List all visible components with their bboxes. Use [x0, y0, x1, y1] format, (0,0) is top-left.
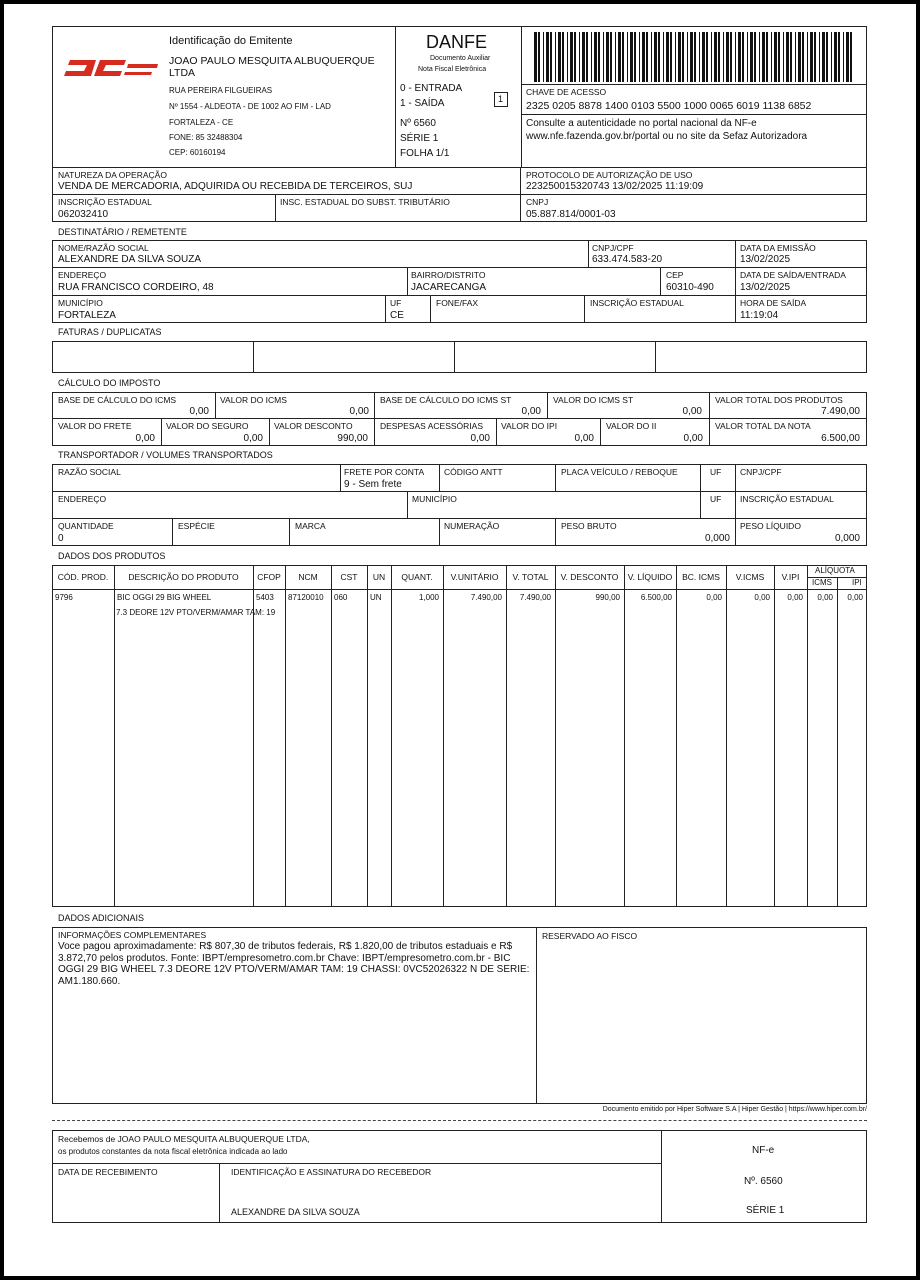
adicionais-section: DADOS ADICIONAIS [58, 913, 145, 923]
barcode-bar [579, 32, 580, 82]
transp-qtd: 0 [58, 533, 64, 544]
col-header: BC. ICMS [682, 572, 720, 582]
dest-ie-label: INSCRIÇÃO ESTADUAL [590, 298, 684, 308]
barcode-bar [795, 32, 796, 82]
barcode-bar [658, 32, 660, 82]
dest-cpf-label: CNPJ/CPF [592, 243, 634, 253]
col-header: UN [372, 572, 386, 582]
barcode-bar [831, 32, 832, 82]
v-icms: 0,00 [349, 406, 369, 417]
bc-icms: 0,00 [189, 406, 209, 417]
danfe-tipo: 1 [498, 94, 504, 104]
transp-pb: 0,000 [704, 533, 730, 544]
barcode-bar [750, 32, 753, 82]
table-cell: 0,00 [754, 593, 770, 602]
barcode-bar [610, 32, 612, 82]
barcode-bar [706, 32, 708, 82]
col-header: V. LÍQUIDO [627, 572, 673, 582]
barcode-bar [622, 32, 624, 82]
col-header: NCM [298, 572, 318, 582]
transp-frete-label: FRETE POR CONTA [344, 467, 425, 477]
bc-icms-label: BASE DE CÁLCULO DO ICMS [58, 395, 177, 405]
dest-bairro-label: BAIRRO/DISTRITO [411, 270, 486, 280]
nota: 6.500,00 [821, 433, 860, 444]
desp-label: DESPESAS ACESSÓRIAS [380, 421, 483, 431]
protocolo-value: 223250015320743 13/02/2025 11:19:09 [526, 181, 704, 192]
ipi-label: VALOR DO IPI [501, 421, 558, 431]
table-cell: 0,00 [787, 593, 803, 602]
transp-uf2-label: UF [710, 494, 722, 504]
barcode-bar [618, 32, 621, 82]
barcode-bar [774, 32, 777, 82]
barcode-bar [670, 32, 672, 82]
barcode-bar [718, 32, 720, 82]
transp-razao-label: RAZÃO SOCIAL [58, 467, 121, 477]
cut-line [52, 1120, 867, 1121]
barcode-bar [570, 32, 573, 82]
ie-value: 062032410 [58, 209, 109, 220]
barcode-bar [558, 32, 561, 82]
col-header: V. DESCONTO [560, 572, 619, 582]
table-cell: 990,00 [595, 593, 620, 602]
transp-esp-label: ESPÉCIE [178, 521, 215, 531]
aliq-ipi-header: IPI [852, 578, 862, 587]
barcode-bar [538, 32, 540, 82]
barcode-bar [642, 32, 645, 82]
danfe-title: DANFE [426, 32, 488, 52]
barcode-bar [555, 32, 556, 82]
desc-label: VALOR DESCONTO [274, 421, 353, 431]
emitente-title: Identificação do Emitente [169, 35, 293, 47]
barcode-bar [694, 32, 696, 82]
v-st-label: VALOR DO ICMS ST [553, 395, 634, 405]
footer-note: Documento emitido por Hiper Software S.A | Hiper Gestão | https://www.hiper.com.br/ [602, 1106, 867, 1113]
barcode-bar [807, 32, 808, 82]
fisco-box [536, 927, 867, 1104]
barcode-bar [699, 32, 700, 82]
danfe-numero: Nº 6560 [400, 118, 436, 129]
bc-st-label: BASE DE CÁLCULO DO ICMS ST [380, 395, 512, 405]
emitente-address1: RUA PEREIRA FILGUEIRAS [169, 86, 273, 95]
emitente-name: JOAO PAULO MESQUITA ALBUQUERQUE LTDA [169, 55, 375, 80]
danfe-saida: 1 - SAÍDA [400, 98, 445, 109]
barcode-bar [759, 32, 760, 82]
barcode-bar [567, 32, 568, 82]
transp-mun-label: MUNICÍPIO [412, 494, 457, 504]
barcode-bar [586, 32, 588, 82]
frete-label: VALOR DO FRETE [58, 421, 132, 431]
dest-municipio: FORTALEZA [58, 310, 116, 321]
danfe-document [4, 4, 916, 1276]
barcode-bar [723, 32, 724, 82]
barcode [534, 32, 856, 82]
col-header: V.ICMS [735, 572, 765, 582]
produtos-section: DADOS DOS PRODUTOS [58, 551, 166, 561]
transp-end-label: ENDEREÇO [58, 494, 107, 504]
table-cell: 7.490,00 [470, 593, 502, 602]
col-header: CFOP [257, 572, 281, 582]
dest-cpf: 633.474.583-20 [592, 254, 663, 265]
danfe-folha: FOLHA 1/1 [400, 148, 450, 159]
barcode-bar [630, 32, 633, 82]
col-header: V. TOTAL [512, 572, 549, 582]
barcode-bar [850, 32, 852, 82]
bc-st: 0,00 [521, 406, 541, 417]
danfe-entrada: 0 - ENTRADA [400, 83, 463, 94]
barcode-bar [810, 32, 813, 82]
table-cell: 7.490,00 [519, 593, 551, 602]
dest-municipio-label: MUNICÍPIO [58, 298, 103, 308]
v-prod-label: VALOR TOTAL DOS PRODUTOS [715, 395, 843, 405]
barcode-bar [678, 32, 681, 82]
barcode-bar [702, 32, 705, 82]
produto-descricao-2: 7.3 DEORE 12V PTO/VERM/AMAR TAM: 19 [116, 608, 276, 617]
ii: 0,00 [683, 433, 703, 444]
transp-ie-label: INSCRIÇÃO ESTADUAL [740, 494, 834, 504]
recibo-nfe: NF-e [752, 1145, 775, 1156]
barcode-bar [687, 32, 688, 82]
barcode-bar [778, 32, 780, 82]
barcode-bar [646, 32, 648, 82]
table-cell: 87120010 [288, 593, 324, 602]
barcode-bar [598, 32, 600, 82]
table-cell: 6.500,00 [640, 593, 672, 602]
barcode-bar [615, 32, 616, 82]
table-cell: BIC OGGI 29 BIG WHEEL [117, 593, 212, 602]
barcode-bar [675, 32, 676, 82]
aliquota-header: ALÍQUOTA [815, 566, 855, 575]
ii-label: VALOR DO II [606, 421, 657, 431]
faturas-box [52, 341, 867, 373]
barcode-bar [738, 32, 741, 82]
barcode-bar [822, 32, 825, 82]
barcode-bar [843, 32, 844, 82]
barcode-bar [651, 32, 652, 82]
emitente-address2: Nº 1554 - ALDEOTA - DE 1002 AO FIM - LAD [169, 102, 331, 111]
faturas-section: FATURAS / DUPLICATAS [58, 327, 162, 337]
danfe-subtitle1: Documento Auxiliar [430, 55, 491, 62]
recibo-data-label: DATA DE RECEBIMENTO [58, 1167, 158, 1177]
col-header: CST [340, 572, 358, 582]
v-st: 0,00 [682, 406, 702, 417]
recibo-numero: Nº. 6560 [744, 1176, 783, 1187]
barcode-bar [634, 32, 636, 82]
barcode-bar [594, 32, 597, 82]
dest-fone-label: FONE/FAX [436, 298, 479, 308]
barcode-bar [562, 32, 564, 82]
info-label: INFORMAÇÕES COMPLEMENTARES [58, 930, 207, 940]
barcode-bar [814, 32, 816, 82]
dest-uf: CE [390, 310, 404, 321]
natureza-label: NATUREZA DA OPERAÇÃO [58, 170, 167, 180]
cnpj-emit-label: CNPJ [526, 197, 549, 207]
chave-value: 2325 0205 8878 1400 0103 5500 1000 0065 6019 1138 6852 [526, 100, 812, 112]
seguro: 0,00 [243, 433, 263, 444]
fisco-label: RESERVADO AO FISCO [542, 931, 638, 941]
dest-uf-label: UF [390, 298, 402, 308]
table-cell: 9796 [55, 593, 73, 602]
table-cell: 060 [334, 593, 348, 602]
barcode-bar [574, 32, 576, 82]
ipi: 0,00 [574, 433, 594, 444]
nota-label: VALOR TOTAL DA NOTA [715, 421, 811, 431]
barcode-bar [735, 32, 736, 82]
barcode-bar [550, 32, 552, 82]
col-header: V.IPI [781, 572, 800, 582]
imposto-section: CÁLCULO DO IMPOSTO [58, 378, 161, 388]
transp-uf-label: UF [710, 467, 722, 477]
dest-saida: 13/02/2025 [740, 282, 791, 293]
danfe-serie: SÉRIE 1 [400, 133, 439, 144]
barcode-bar [534, 32, 537, 82]
barcode-bar [730, 32, 732, 82]
dest-cep-label: CEP [666, 270, 684, 280]
recibo-line1: Recebemos de JOAO PAULO MESQUITA ALBUQUERQUE LTDA, [58, 1134, 310, 1144]
barcode-bar [663, 32, 664, 82]
barcode-bar [786, 32, 789, 82]
recibo-line2: os produtos constantes da nota fiscal eletrônica indicada ao lado [58, 1147, 288, 1156]
company-logo [60, 56, 160, 80]
barcode-bar [639, 32, 640, 82]
dest-emissao-label: DATA DA EMISSÃO [740, 243, 816, 253]
dest-cep: 60310-490 [666, 282, 714, 293]
transporte-section: TRANSPORTADOR / VOLUMES TRANSPORTADOS [58, 450, 273, 460]
barcode-bar [790, 32, 792, 82]
barcode-bar [726, 32, 729, 82]
barcode-bar [582, 32, 585, 82]
emitente-city: FORTALEZA - CE [169, 118, 234, 127]
transp-pl-label: PESO LÍQUIDO [740, 521, 801, 531]
barcode-bar [826, 32, 828, 82]
seguro-label: VALOR DO SEGURO [166, 421, 249, 431]
chave-label: CHAVE DE ACESSO [526, 87, 607, 97]
dest-emissao: 13/02/2025 [740, 254, 791, 265]
info-text: Voce pagou aproximadamente: R$ 807,30 de tributos federais, R$ 1.820,00 de tributos estaduais e R$ 3.872,70 pelos produtos. Fonte: IBPT/empresometro.com.br Chave: IBPT/empresometro.com.br - BIC OGGI 29 BIG WHEEL 7.3 DEORE 12V PTO/VERM/AMAR TAM: 19 CHASSI: 0VC52026322 N DE SERIE: AM1.180.660. [58, 941, 530, 987]
barcode-bar [838, 32, 840, 82]
barcode-bar [747, 32, 748, 82]
transp-qtd-label: QUANTIDADE [58, 521, 114, 531]
transp-cnpj-label: CNPJ/CPF [740, 467, 782, 477]
barcode-bar [690, 32, 693, 82]
barcode-bar [666, 32, 669, 82]
dest-endereco: RUA FRANCISCO CORDEIRO, 48 [58, 282, 214, 293]
dest-nome: ALEXANDRE DA SILVA SOUZA [58, 254, 202, 265]
barcode-bar [771, 32, 772, 82]
destinatario-section: DESTINATÁRIO / REMETENTE [58, 227, 187, 237]
barcode-bar [606, 32, 609, 82]
barcode-bar [546, 32, 549, 82]
cnpj-emit-value: 05.887.814/0001-03 [526, 209, 616, 220]
emitente-phone: FONE: 85 32488304 [169, 133, 243, 142]
barcode-bar [654, 32, 657, 82]
chave-consulta2: www.nfe.fazenda.gov.br/portal ou no site da Sefaz Autorizadora [526, 131, 808, 142]
transp-antt-label: CÓDIGO ANTT [444, 467, 503, 477]
natureza-value: VENDA DE MERCADORIA, ADQUIRIDA OU RECEBIDA DE TERCEIROS, SUJ [58, 181, 413, 192]
col-header: QUANT. [401, 572, 433, 582]
emitente-box [52, 26, 396, 168]
barcode-bar [802, 32, 804, 82]
barcode-bar [819, 32, 820, 82]
barcode-bar [798, 32, 801, 82]
barcode-bar [762, 32, 765, 82]
table-cell: UN [370, 593, 382, 602]
barcode-bar [711, 32, 712, 82]
barcode-bar [543, 32, 544, 82]
table-cell: 0,00 [706, 593, 722, 602]
dest-hora: 11:19:04 [740, 310, 779, 321]
danfe-subtitle2: Nota Fiscal Eletrônica [418, 66, 487, 73]
aliq-icms-header: ICMS [812, 578, 832, 587]
ie-label: INSCRIÇÃO ESTADUAL [58, 197, 152, 207]
desc: 990,00 [337, 433, 368, 444]
table-cell: 1,000 [418, 593, 439, 602]
table-cell: 0,00 [817, 593, 833, 602]
transp-pb-label: PESO BRUTO [561, 521, 617, 531]
dest-endereco-label: ENDEREÇO [58, 270, 107, 280]
barcode-bar [591, 32, 592, 82]
col-header: CÓD. PROD. [57, 572, 109, 582]
barcode-bar [834, 32, 837, 82]
barcode-bar [783, 32, 784, 82]
transp-placa-label: PLACA VEÍCULO / REBOQUE [561, 467, 678, 477]
dest-hora-label: HORA DE SAÍDA [740, 298, 807, 308]
transp-marca-label: MARCA [295, 521, 326, 531]
desp: 0,00 [470, 433, 490, 444]
recibo-assin-label: IDENTIFICAÇÃO E ASSINATURA DO RECEBEDOR [231, 1167, 432, 1177]
v-icms-label: VALOR DO ICMS [220, 395, 287, 405]
barcode-bar [714, 32, 717, 82]
table-cell: 0,00 [847, 593, 863, 602]
barcode-bar [682, 32, 684, 82]
barcode-bar [846, 32, 849, 82]
recibo-serie: SÉRIE 1 [746, 1205, 785, 1216]
frete: 0,00 [135, 433, 155, 444]
dest-bairro: JACARECANGA [411, 282, 487, 293]
v-prod: 7.490,00 [821, 406, 860, 417]
dest-saida-label: DATA DE SAÍDA/ENTRADA [740, 270, 846, 280]
transp-num-label: NUMERAÇÃO [444, 521, 500, 531]
barcode-bar [627, 32, 628, 82]
dest-nome-label: NOME/RAZÃO SOCIAL [58, 243, 149, 253]
transp-frete: 9 - Sem frete [344, 479, 402, 490]
ie-st-label: INSC. ESTADUAL DO SUBST. TRIBUTÁRIO [280, 197, 450, 207]
transp-pl: 0,000 [834, 533, 860, 544]
barcode-bar [766, 32, 768, 82]
recibo-recebedor: ALEXANDRE DA SILVA SOUZA [231, 1207, 360, 1217]
col-header: V.UNITÁRIO [450, 572, 499, 582]
barcode-bar [603, 32, 604, 82]
col-header: DESCRIÇÃO DO PRODUTO [128, 572, 239, 582]
emitente-cep: CEP: 60160194 [169, 148, 226, 157]
barcode-bar [742, 32, 744, 82]
table-cell: 5403 [256, 593, 274, 602]
chave-consulta1: Consulte a autenticidade no portal nacional da NF-e [526, 118, 757, 129]
barcode-bar [754, 32, 756, 82]
protocolo-label: PROTOCOLO DE AUTORIZAÇÃO DE USO [526, 170, 693, 180]
